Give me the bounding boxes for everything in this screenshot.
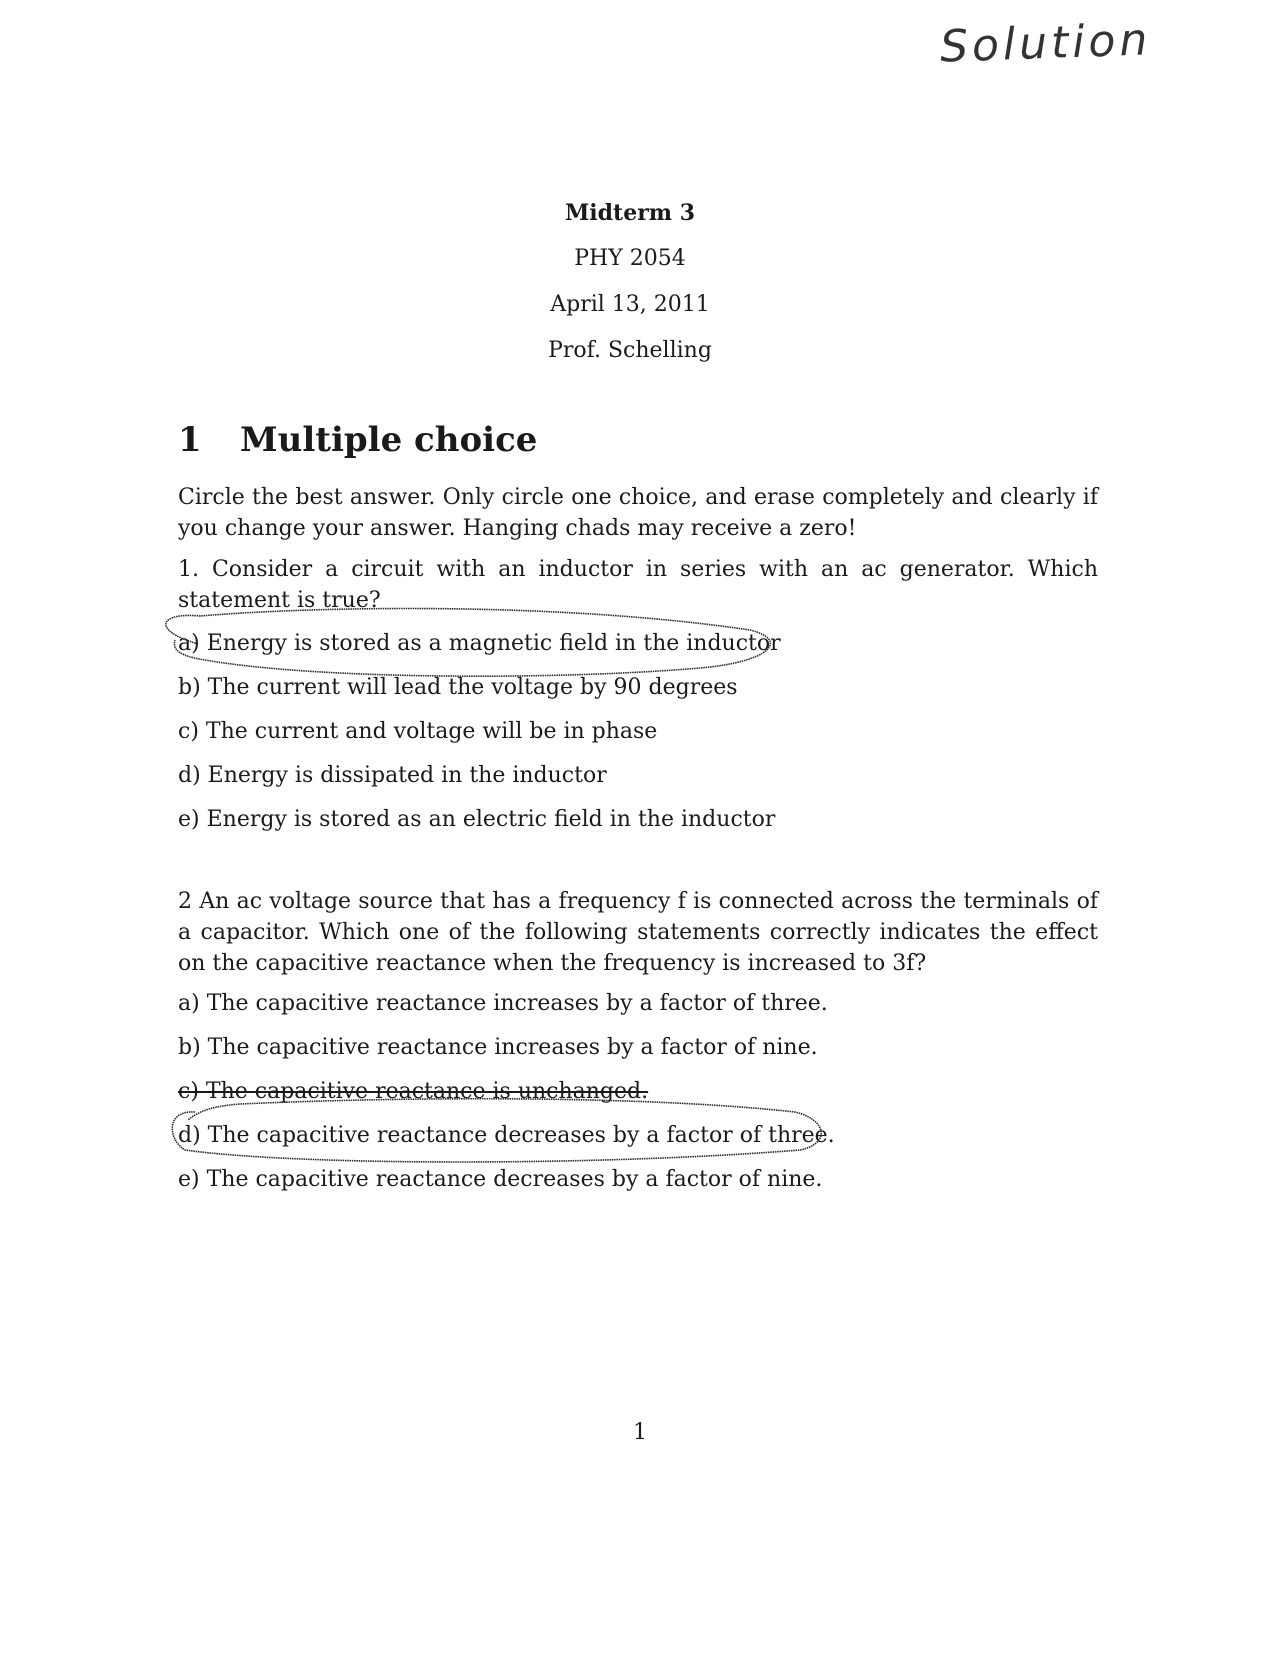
question-2-option-c: c) The capacitive reactance is unchanged. [178, 1079, 649, 1104]
question-1-option-c: c) The current and voltage will be in phase [178, 719, 658, 744]
handwritten-solution-note: Solution [939, 14, 1153, 73]
question-2-option-b: b) The capacitive reactance increases by a factor of nine. [178, 1035, 818, 1060]
question-2-option-a: a) The capacitive reactance increases by a factor of three. [178, 991, 828, 1016]
question-1-option-a: a) Energy is stored as a magnetic field in the inductor [178, 631, 781, 656]
question-1-option-d: d) Energy is dissipated in the inductor [178, 763, 607, 788]
question-2-option-e: e) The capacitive reactance decreases by a factor of nine. [178, 1167, 823, 1192]
page-number: 1 [633, 1420, 647, 1445]
exam-date: April 13, 2011 [550, 292, 710, 317]
section-heading [178, 420, 537, 460]
question-2-prompt: 2 An ac voltage source that has a frequency f is connected across the terminals of a capacitor. Which one of the following statements correctly indicates the effect on the capacitive reactance when the frequency is increased to 3f? [178, 889, 1098, 976]
instructions-text: Circle the best answer. Only circle one choice, and erase completely and clearly if you change your answer. Hanging chads may receive a zero! [178, 485, 1098, 541]
instructor-name: Prof. Schelling [548, 338, 712, 363]
exam-header [440, 190, 820, 374]
question-1-option-e: e) Energy is stored as an electric field in the inductor [178, 807, 776, 832]
question-1-prompt: 1. Consider a circuit with an inductor in series with an ac generator. Which statement is true? [178, 557, 1098, 613]
section-number: 1 [178, 420, 202, 460]
question-1-option-b: b) The current will lead the voltage by 90 degrees [178, 675, 738, 700]
course-code: PHY 2054 [574, 246, 686, 271]
exam-title: Midterm 3 [564, 200, 696, 226]
question-2-option-d: d) The capacitive reactance decreases by a factor of three. [178, 1123, 835, 1148]
section-title: Multiple choice [240, 420, 538, 460]
